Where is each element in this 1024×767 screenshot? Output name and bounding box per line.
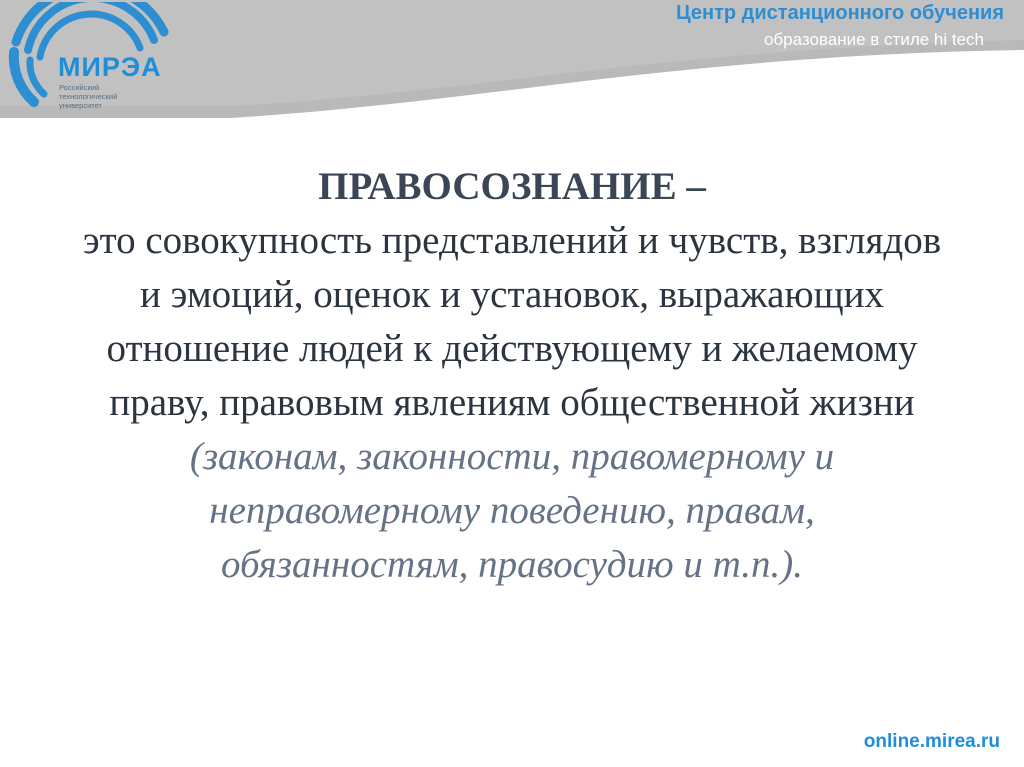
term-heading: ПРАВОСОЗНАНИЕ – [318, 165, 706, 208]
logo-subtitle [59, 83, 139, 110]
logo-subtitle-line: Российский [59, 83, 100, 92]
logo-subtitle-line: технологический [59, 92, 118, 101]
logo-name: МИРЭА [58, 52, 162, 82]
definition-line: праву, правовым явлениям общественной жизни [109, 381, 915, 424]
footer-url[interactable]: online.mirea.ru [863, 731, 1000, 752]
definition-line: и эмоций, оценок и установок, выражающих [139, 273, 884, 316]
examples-line: неправомерному поведению, правам, [209, 489, 815, 532]
examples-line: обязанностям, правосудию и т.п.). [221, 543, 803, 586]
slide-content [0, 160, 1024, 592]
mirea-logo [4, 2, 194, 120]
definition-line: отношение людей к действующему и желаемому [106, 327, 918, 370]
center-title: Центр дистанционного обучения [676, 2, 1004, 24]
definition-line: это совокупность представлений и чувств, взглядов [82, 219, 942, 262]
center-tagline: образование в стиле hi tech [763, 30, 984, 49]
logo-subtitle-line: университет [59, 101, 102, 110]
examples-line: (законам, законности, правомерному и [189, 435, 835, 478]
